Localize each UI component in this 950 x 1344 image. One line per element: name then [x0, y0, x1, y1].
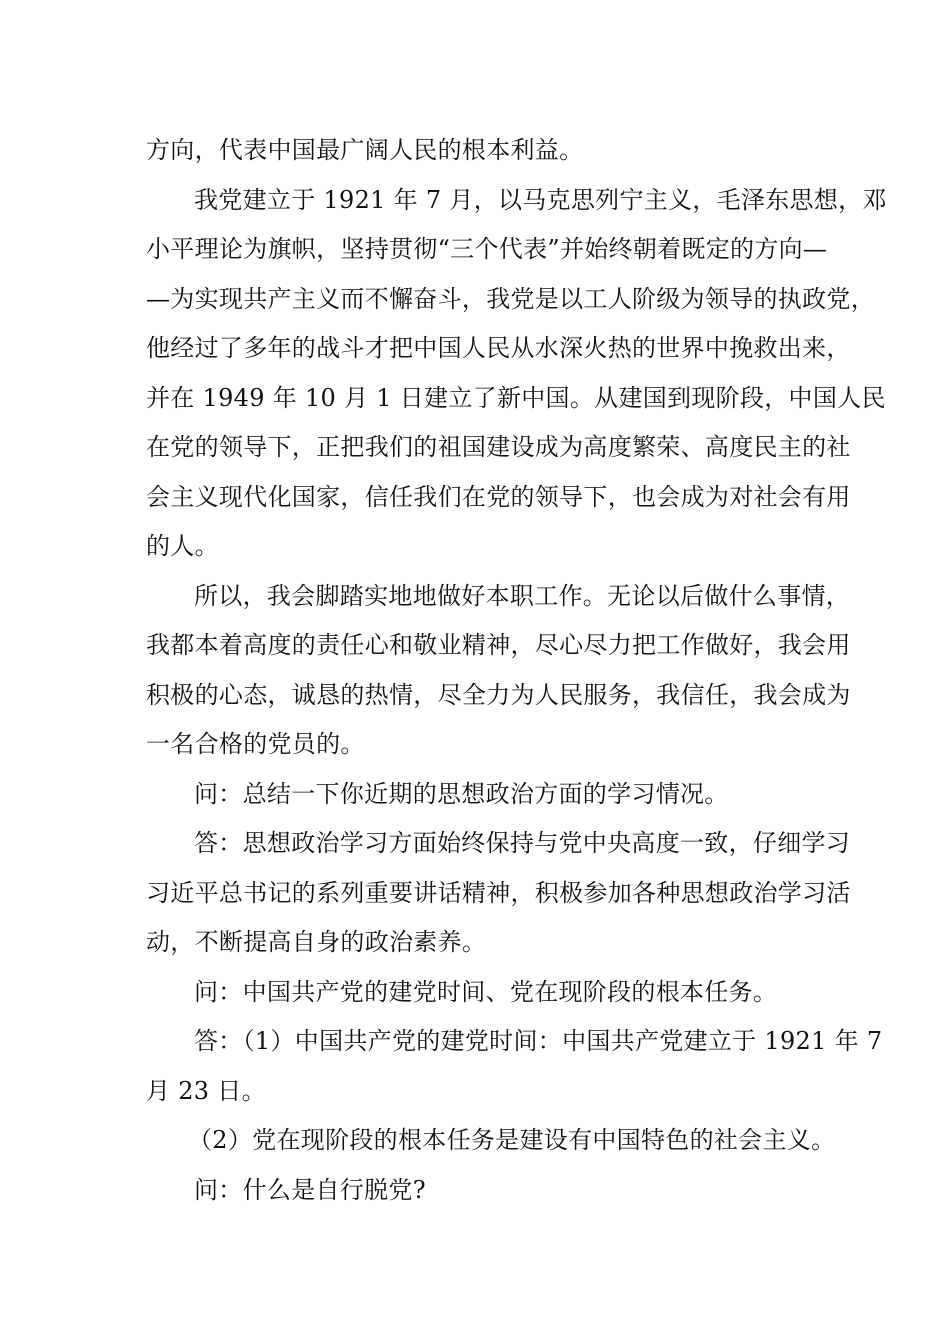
question-line: 问：什么是自行脱党?: [194, 1176, 426, 1204]
text-line: —为实现共产主义而不懈奋斗，我党是以工人阶级为领导的执政党，: [146, 285, 875, 313]
text-line: 的人。: [146, 532, 219, 560]
question-line: 问：总结一下你近期的思想政治方面的学习情况。: [194, 780, 729, 808]
text-line: 习近平总书记的系列重要讲话精神，积极参加各种思想政治学习活: [146, 879, 851, 907]
text-line: 我都本着高度的责任心和敬业精神，尽心尽力把工作做好，我会用: [146, 631, 851, 659]
text-line: 积极的心态，诚恳的热情，尽全力为人民服务，我信任，我会成为: [146, 681, 851, 709]
text-line: 动，不断提高自身的政治素养。: [146, 928, 487, 956]
answer-item-line: （2）党在现阶段的根本任务是建设有中国特色的社会主义。: [188, 1126, 836, 1154]
text-line: 会主义现代化国家，信任我们在党的领导下，也会成为对社会有用: [146, 483, 851, 511]
text-line: 一名合格的党员的。: [146, 730, 365, 758]
text-line: 在党的领导下，正把我们的祖国建设成为高度繁荣、高度民主的社: [146, 433, 851, 461]
answer-line: 答：（1）中国共产党的建党时间：中国共产党建立于 1921 年 7: [194, 1027, 883, 1055]
text-line: 小平理论为旗帜，坚持贯彻“三个代表”并始终朝着既定的方向—: [146, 235, 828, 263]
answer-line: 答：思想政治学习方面始终保持与党中央高度一致，仔细学习: [194, 829, 851, 857]
paragraph-start-line: 我党建立于 1921 年 7 月，以马克思列宁主义，毛泽东思想，邓: [194, 186, 887, 214]
text-line: 并在 1949 年 10 月 1 日建立了新中国。从建国到现阶段，中国人民: [146, 384, 886, 412]
question-line: 问：中国共产党的建党时间、党在现阶段的根本任务。: [194, 978, 778, 1006]
paragraph-start-line: 所以，我会脚踏实地地做好本职工作。无论以后做什么事情，: [194, 582, 851, 610]
text-line: 方向，代表中国最广阔人民的根本利益。: [146, 136, 584, 164]
text-line: 他经过了多年的战斗才把中国人民从水深火热的世界中挽救出来，: [146, 334, 851, 362]
text-line: 月 23 日。: [146, 1077, 266, 1105]
